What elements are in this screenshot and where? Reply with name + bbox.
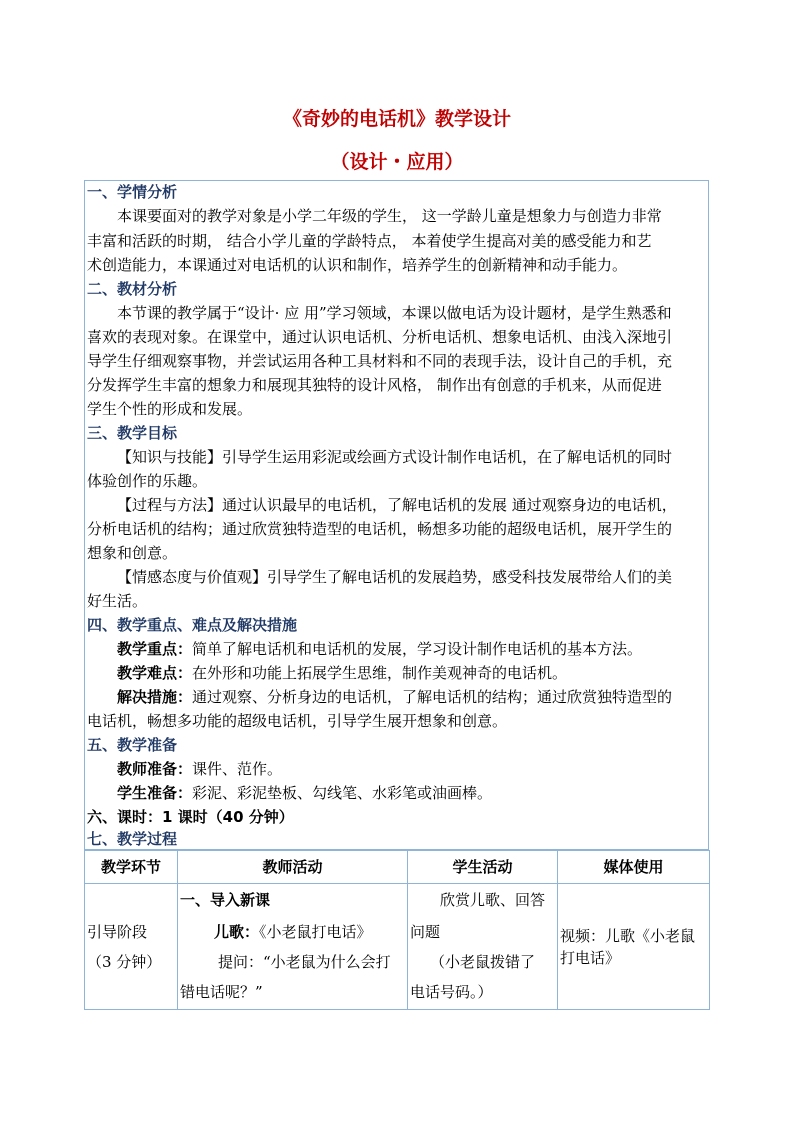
stage-cell xyxy=(85,884,178,1010)
difficulty-label: 教学难点： xyxy=(117,664,193,682)
section-heading-7: 七、教学过程 xyxy=(87,830,178,848)
teacher-prep-text: 课件、范作。 xyxy=(192,760,283,778)
solution-line xyxy=(87,685,738,709)
section-heading-5: 五、教学准备 xyxy=(87,736,178,754)
difficulty-line xyxy=(87,661,738,685)
focus-line xyxy=(87,637,738,661)
column-header: 教学环节 xyxy=(85,851,178,884)
paragraph-line: 电话机，畅想多功能的超级电话机，引导学生展开想象和创意。 xyxy=(87,712,508,730)
section-heading-4: 四、教学重点、难点及解决措施 xyxy=(87,616,298,634)
paragraph-line: 【过程与方法】通过认识最早的电话机，了解电话机的发展 通过观察身边的电话机， xyxy=(117,496,677,514)
song-line xyxy=(214,918,372,946)
teacher-prep-label: 教师准备： xyxy=(117,760,193,778)
teacher-activity-heading: 一、导入新课 xyxy=(180,891,271,909)
paragraph-line: 本节课的教学属于“设计· 应 用”学习领域，本课以做电话为设计题材，是学生熟悉和 xyxy=(117,304,672,322)
paragraph-line: 术创造能力，本课通过对电话机的认识和制作，培养学生的创新精神和动手能力。 xyxy=(87,256,628,274)
paragraph-line: 丰富和活跃的时期， 结合小学儿童的学龄特点， 本着使学生提高对美的感受能力和艺 xyxy=(87,232,652,250)
paragraph-line: 分析电话机的结构；通过欣赏独特造型的电话机，畅想多功能的超级电话机，展开学生的 xyxy=(87,520,673,538)
page-title: 《奇妙的电话机》教学设计 xyxy=(282,108,511,130)
question-line: 提问：“小老鼠为什么会打 xyxy=(218,953,391,971)
section-heading-3: 三、教学目标 xyxy=(87,424,178,442)
stage-duration: （3 分钟） xyxy=(87,953,162,971)
paragraph-line: 【情感态度与价值观】引导学生了解电话机的发展趋势，感受科技发展带给人们的美 xyxy=(117,568,673,586)
teacher-prep-line xyxy=(87,757,738,781)
paragraph-line: 喜欢的表现对象。在课堂中，通过认识电话机、分析电话机、想象电话机、由浅入深地引 xyxy=(87,328,673,346)
table-row xyxy=(85,884,710,1010)
solution-label: 解决措施： xyxy=(117,688,193,706)
paragraph-line: 学生个性的形成和发展。 xyxy=(87,400,253,418)
paragraph-line: 想象和创意。 xyxy=(87,544,178,562)
section-heading-6: 六、课时：1 课时（40 分钟） xyxy=(87,808,294,826)
section-heading-1: 一、学情分析 xyxy=(87,183,178,201)
media-line: 打电话》 xyxy=(560,949,621,967)
stage-name: 引导阶段 xyxy=(87,923,148,941)
student-activity-line: （小老鼠拨错了 xyxy=(430,953,536,971)
column-header: 教师活动 xyxy=(178,851,408,884)
focus-text: 简单了解电话机和电话机的发展，学习设计制作电话机的基本方法。 xyxy=(192,640,643,658)
paragraph-line: 导学生仔细观察事物，并尝试运用各种工具材料和不同的表现手法，设计自己的手机，充 xyxy=(87,352,673,370)
paragraph-line: 好生活。 xyxy=(87,592,148,610)
paragraph-line: 分发挥学生丰富的想象力和展现其独特的设计风格， 制作出有创意的手机来，从而促进 xyxy=(87,376,662,394)
paragraph-line: 【知识与技能】引导学生运用彩泥或绘画方式设计制作电话机，在了解电话机的同时 xyxy=(117,448,673,466)
section-heading-2: 二、教材分析 xyxy=(87,280,178,298)
song-title: 《小老鼠打电话》 xyxy=(259,923,372,941)
table-header-row xyxy=(85,851,710,884)
media-line: 视频：儿歌《小老鼠 xyxy=(560,927,696,945)
student-prep-label: 学生准备： xyxy=(117,784,193,802)
student-prep-line xyxy=(87,781,738,805)
paragraph-line: 本课要面对的教学对象是小学二年级的学生， 这一学龄儿童是想象力与创造力非常 xyxy=(117,207,662,225)
process-table xyxy=(84,850,710,1010)
student-activity-line: 电话号码。） xyxy=(410,983,493,1001)
song-label: 儿歌： xyxy=(214,923,260,941)
student-activity-line: 问题 xyxy=(410,923,441,941)
question-line: 错电话呢？” xyxy=(180,983,263,1001)
paragraph-line: 体验创作的乐趣。 xyxy=(87,472,208,490)
student-prep-text: 彩泥、彩泥垫板、勾线笔、水彩笔或油画棒。 xyxy=(192,784,493,802)
teacher-activity-cell xyxy=(178,884,408,1010)
solution-text: 通过观察、分析身边的电话机，了解电话机的结构；通过欣赏独特造型的 xyxy=(192,688,673,706)
student-activity-cell xyxy=(408,884,558,1010)
column-header: 学生活动 xyxy=(408,851,558,884)
focus-label: 教学重点： xyxy=(117,640,193,658)
media-cell xyxy=(558,884,710,1010)
column-header: 媒体使用 xyxy=(558,851,710,884)
difficulty-text: 在外形和功能上拓展学生思维，制作美观神奇的电话机。 xyxy=(192,664,568,682)
page-subtitle: （设计・应用） xyxy=(330,151,464,173)
student-activity-line: 欣赏儿歌、回答 xyxy=(440,891,546,909)
